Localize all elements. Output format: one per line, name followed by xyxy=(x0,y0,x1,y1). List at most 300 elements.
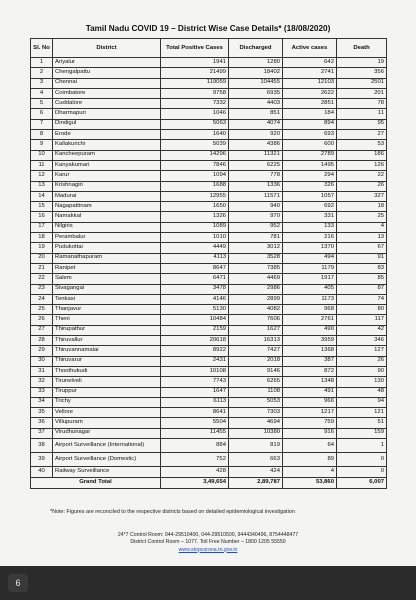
website-link[interactable]: www.stopcorona.tn.gov.in xyxy=(178,546,238,553)
positive-cell: 119059 xyxy=(161,78,229,88)
active-cell: 1917 xyxy=(283,274,337,284)
district-cell: Airport Surveillance (International) xyxy=(53,438,161,452)
table-row xyxy=(31,222,387,232)
table-row xyxy=(31,88,387,98)
discharged-cell: 3012 xyxy=(229,243,283,253)
death-cell: 327 xyxy=(337,191,387,201)
positive-cell: 1647 xyxy=(161,387,229,397)
active-cell: 331 xyxy=(283,212,337,222)
grand-total-positive: 3,49,654 xyxy=(161,477,229,488)
discharged-cell: 940 xyxy=(229,202,283,212)
discharged-cell: 1336 xyxy=(229,181,283,191)
discharged-cell: 663 xyxy=(229,453,283,467)
active-cell: 216 xyxy=(283,233,337,243)
district-cell: Airport Surveillance (Domestic) xyxy=(53,453,161,467)
active-cell: 968 xyxy=(283,305,337,315)
active-cell: 759 xyxy=(283,418,337,428)
active-cell: 1217 xyxy=(283,408,337,418)
discharged-cell: 6265 xyxy=(229,377,283,387)
death-cell: 83 xyxy=(337,263,387,273)
active-cell: 693 xyxy=(283,130,337,140)
district-cell: Perambalur xyxy=(53,233,161,243)
death-cell: 22 xyxy=(337,171,387,181)
district-cell: Vellore xyxy=(53,408,161,418)
sl-no-cell: 9 xyxy=(31,140,53,150)
death-cell: 42 xyxy=(337,325,387,335)
sl-no-cell: 29 xyxy=(31,346,53,356)
table-row xyxy=(31,253,387,263)
district-cell: Thanjavur xyxy=(53,305,161,315)
discharged-cell: 778 xyxy=(229,171,283,181)
district-cell: Coimbatore xyxy=(53,88,161,98)
header-active: Active cases xyxy=(283,39,337,58)
positive-cell: 5504 xyxy=(161,418,229,428)
sl-no-cell: 16 xyxy=(31,212,53,222)
death-cell: 53 xyxy=(337,140,387,150)
header-discharged: Discharged xyxy=(229,39,283,58)
table-row xyxy=(31,346,387,356)
discharged-cell: 2899 xyxy=(229,294,283,304)
sl-no-cell: 33 xyxy=(31,387,53,397)
table-row xyxy=(31,243,387,253)
positive-cell: 752 xyxy=(161,453,229,467)
positive-cell: 11455 xyxy=(161,428,229,438)
active-cell: 294 xyxy=(283,171,337,181)
death-cell: 95 xyxy=(337,119,387,129)
table-row xyxy=(31,438,387,452)
sl-no-cell: 19 xyxy=(31,243,53,253)
death-cell: 78 xyxy=(337,99,387,109)
table-row xyxy=(31,366,387,376)
positive-cell: 10484 xyxy=(161,315,229,325)
active-cell: 1495 xyxy=(283,160,337,170)
discharged-cell: 6225 xyxy=(229,160,283,170)
active-cell: 89 xyxy=(283,453,337,467)
table-row xyxy=(31,377,387,387)
table-row xyxy=(31,315,387,325)
positive-cell: 884 xyxy=(161,438,229,452)
district-case-table xyxy=(30,38,387,489)
death-cell: 1 xyxy=(337,438,387,452)
positive-cell: 7332 xyxy=(161,99,229,109)
document-title: Tamil Nadu COVID 19 – District Wise Case Details* (18/08/2020) xyxy=(85,24,331,33)
discharged-cell: 1108 xyxy=(229,387,283,397)
sl-no-cell: 22 xyxy=(31,274,53,284)
table-row xyxy=(31,130,387,140)
district-cell: Thiruvarur xyxy=(53,356,161,366)
positive-cell: 1046 xyxy=(161,109,229,119)
district-cell: Chengalpattu xyxy=(53,68,161,78)
positive-cell: 1650 xyxy=(161,202,229,212)
death-cell: 87 xyxy=(337,284,387,294)
death-cell: 85 xyxy=(337,274,387,284)
death-cell: 0 xyxy=(337,453,387,467)
discharged-cell: 11321 xyxy=(229,150,283,160)
positive-cell: 8647 xyxy=(161,263,229,273)
death-cell: 121 xyxy=(337,408,387,418)
discharged-cell: 4074 xyxy=(229,119,283,129)
discharged-cell: 4386 xyxy=(229,140,283,150)
table-row xyxy=(31,408,387,418)
active-cell: 642 xyxy=(283,58,337,68)
death-cell: 67 xyxy=(337,243,387,253)
district-cell: Sivagangai xyxy=(53,284,161,294)
active-cell: 1348 xyxy=(283,377,337,387)
active-cell: 1057 xyxy=(283,191,337,201)
district-cell: Thoothukudi xyxy=(53,366,161,376)
positive-cell: 4113 xyxy=(161,253,229,263)
table-row xyxy=(31,356,387,366)
table-row xyxy=(31,109,387,119)
discharged-cell: 16313 xyxy=(229,336,283,346)
sl-no-cell: 4 xyxy=(31,88,53,98)
sl-no-cell: 13 xyxy=(31,181,53,191)
table-row xyxy=(31,58,387,68)
district-cell: Ranipet xyxy=(53,263,161,273)
death-cell: 74 xyxy=(337,294,387,304)
active-cell: 2741 xyxy=(283,68,337,78)
district-cell: Chennai xyxy=(53,78,161,88)
death-cell: 13 xyxy=(337,233,387,243)
page-number-badge[interactable]: 6 xyxy=(8,574,28,592)
table-row xyxy=(31,418,387,428)
active-cell: 2761 xyxy=(283,315,337,325)
discharged-cell: 18402 xyxy=(229,68,283,78)
district-cell: Erode xyxy=(53,130,161,140)
header-district: District xyxy=(53,39,161,58)
positive-cell: 3478 xyxy=(161,284,229,294)
sl-no-cell: 24 xyxy=(31,294,53,304)
active-cell: 64 xyxy=(283,438,337,452)
positive-cell: 5039 xyxy=(161,140,229,150)
sl-no-cell: 35 xyxy=(31,408,53,418)
sl-no-cell: 2 xyxy=(31,68,53,78)
sl-no-cell: 32 xyxy=(31,377,53,387)
death-cell: 91 xyxy=(337,253,387,263)
sl-no-cell: 15 xyxy=(31,202,53,212)
positive-cell: 10108 xyxy=(161,366,229,376)
discharged-cell: 952 xyxy=(229,222,283,232)
grand-total-discharged: 2,89,787 xyxy=(229,477,283,488)
active-cell: 966 xyxy=(283,397,337,407)
sl-no-cell: 12 xyxy=(31,171,53,181)
sl-no-cell: 31 xyxy=(31,366,53,376)
table-header-row xyxy=(31,39,387,58)
positive-cell: 428 xyxy=(161,467,229,477)
district-cell: Trichy xyxy=(53,397,161,407)
positive-cell: 8641 xyxy=(161,408,229,418)
discharged-cell: 819 xyxy=(229,438,283,452)
discharged-cell: 7385 xyxy=(229,263,283,273)
table-row xyxy=(31,263,387,273)
district-cell: Nilgiris xyxy=(53,222,161,232)
active-cell: 2851 xyxy=(283,99,337,109)
district-cell: Namakkal xyxy=(53,212,161,222)
death-cell: 51 xyxy=(337,418,387,428)
death-cell: 126 xyxy=(337,160,387,170)
positive-cell: 14296 xyxy=(161,150,229,160)
active-cell: 4 xyxy=(283,467,337,477)
death-cell: 80 xyxy=(337,305,387,315)
table-row xyxy=(31,428,387,438)
district-cell: Salem xyxy=(53,274,161,284)
sl-no-cell: 28 xyxy=(31,336,53,346)
active-cell: 326 xyxy=(283,181,337,191)
sl-no-cell: 39 xyxy=(31,453,53,467)
discharged-cell: 1627 xyxy=(229,325,283,335)
sl-no-cell: 3 xyxy=(31,78,53,88)
district-cell: Nagapattinam xyxy=(53,202,161,212)
sl-no-cell: 11 xyxy=(31,160,53,170)
active-cell: 3959 xyxy=(283,336,337,346)
district-cell: Villupuram xyxy=(53,418,161,428)
death-cell: 346 xyxy=(337,336,387,346)
table-row xyxy=(31,160,387,170)
active-cell: 916 xyxy=(283,428,337,438)
death-cell: 11 xyxy=(337,109,387,119)
district-cell: Kanyakumari xyxy=(53,160,161,170)
sl-no-cell: 21 xyxy=(31,263,53,273)
discharged-cell: 920 xyxy=(229,130,283,140)
table-row xyxy=(31,202,387,212)
active-cell: 692 xyxy=(283,202,337,212)
discharged-cell: 10380 xyxy=(229,428,283,438)
discharged-cell: 6935 xyxy=(229,88,283,98)
active-cell: 600 xyxy=(283,140,337,150)
district-cell: Madurai xyxy=(53,191,161,201)
table-row xyxy=(31,140,387,150)
district-cell: Ramanathapuram xyxy=(53,253,161,263)
table-row xyxy=(31,453,387,467)
positive-cell: 5130 xyxy=(161,305,229,315)
sl-no-cell: 23 xyxy=(31,284,53,294)
sl-no-cell: 7 xyxy=(31,119,53,129)
sl-no-cell: 10 xyxy=(31,150,53,160)
district-control-line: District Control Room – 1077. Toll Free Number – 1800 1205 55550 xyxy=(130,539,286,546)
discharged-cell: 5053 xyxy=(229,397,283,407)
table-row xyxy=(31,305,387,315)
active-cell: 2622 xyxy=(283,88,337,98)
discharged-cell: 4403 xyxy=(229,99,283,109)
positive-cell: 6113 xyxy=(161,397,229,407)
death-cell: 27 xyxy=(337,130,387,140)
table-row xyxy=(31,78,387,88)
district-cell: Tirunelveli xyxy=(53,377,161,387)
table-row xyxy=(31,212,387,222)
table-row xyxy=(31,150,387,160)
discharged-cell: 970 xyxy=(229,212,283,222)
district-cell: Cuddalore xyxy=(53,99,161,109)
active-cell: 405 xyxy=(283,284,337,294)
death-cell: 130 xyxy=(337,377,387,387)
district-cell: Kallakurichi xyxy=(53,140,161,150)
district-cell: Theni xyxy=(53,315,161,325)
positive-cell: 4146 xyxy=(161,294,229,304)
header-death: Death xyxy=(337,39,387,58)
discharged-cell: 4694 xyxy=(229,418,283,428)
active-cell: 133 xyxy=(283,222,337,232)
header-positive: Total Positive Cases xyxy=(161,39,229,58)
positive-cell: 1688 xyxy=(161,181,229,191)
death-cell: 19 xyxy=(337,58,387,68)
active-cell: 1179 xyxy=(283,263,337,273)
death-cell: 201 xyxy=(337,88,387,98)
district-cell: Thiruvallur xyxy=(53,336,161,346)
death-cell: 25 xyxy=(337,212,387,222)
district-cell: Kancheepuram xyxy=(53,150,161,160)
death-cell: 2501 xyxy=(337,78,387,88)
district-cell: Pudukottai xyxy=(53,243,161,253)
discharged-cell: 2986 xyxy=(229,284,283,294)
header-sl-no: Sl. No xyxy=(31,39,53,58)
active-cell: 894 xyxy=(283,119,337,129)
discharged-cell: 7427 xyxy=(229,346,283,356)
positive-cell: 6471 xyxy=(161,274,229,284)
sl-no-cell: 26 xyxy=(31,315,53,325)
positive-cell: 9758 xyxy=(161,88,229,98)
table-row xyxy=(31,387,387,397)
active-cell: 1368 xyxy=(283,346,337,356)
positive-cell: 4449 xyxy=(161,243,229,253)
death-cell: 90 xyxy=(337,366,387,376)
table-row xyxy=(31,68,387,78)
district-cell: Dindigul xyxy=(53,119,161,129)
sl-no-cell: 8 xyxy=(31,130,53,140)
sl-no-cell: 34 xyxy=(31,397,53,407)
death-cell: 186 xyxy=(337,150,387,160)
positive-cell: 1326 xyxy=(161,212,229,222)
active-cell: 184 xyxy=(283,109,337,119)
positive-cell: 7743 xyxy=(161,377,229,387)
death-cell: 26 xyxy=(337,356,387,366)
death-cell: 26 xyxy=(337,181,387,191)
positive-cell: 8922 xyxy=(161,346,229,356)
active-cell: 491 xyxy=(283,387,337,397)
table-row xyxy=(31,294,387,304)
active-cell: 12103 xyxy=(283,78,337,88)
discharged-cell: 851 xyxy=(229,109,283,119)
death-cell: 18 xyxy=(337,202,387,212)
sl-no-cell: 5 xyxy=(31,99,53,109)
death-cell: 356 xyxy=(337,68,387,78)
table-row xyxy=(31,181,387,191)
control-room-line: 24*7 Control Room: 044-29510400, 044-29510500, 9444340496, 8754448477 xyxy=(117,532,299,538)
positive-cell: 2159 xyxy=(161,325,229,335)
death-cell: 48 xyxy=(337,387,387,397)
positive-cell: 5063 xyxy=(161,119,229,129)
discharged-cell: 2018 xyxy=(229,356,283,366)
grand-total-active: 53,860 xyxy=(283,477,337,488)
death-cell: 0 xyxy=(337,467,387,477)
grand-total-row xyxy=(31,477,387,488)
death-cell: 159 xyxy=(337,428,387,438)
positive-cell: 1089 xyxy=(161,222,229,232)
sl-no-cell: 17 xyxy=(31,222,53,232)
district-cell: Railway Surveillance xyxy=(53,467,161,477)
positive-cell: 2431 xyxy=(161,356,229,366)
table-row xyxy=(31,233,387,243)
sl-no-cell: 18 xyxy=(31,233,53,243)
sl-no-cell: 1 xyxy=(31,58,53,68)
positive-cell: 12955 xyxy=(161,191,229,201)
sl-no-cell: 27 xyxy=(31,325,53,335)
discharged-cell: 424 xyxy=(229,467,283,477)
district-cell: Karur xyxy=(53,171,161,181)
positive-cell: 1640 xyxy=(161,130,229,140)
discharged-cell: 7303 xyxy=(229,408,283,418)
sl-no-cell: 20 xyxy=(31,253,53,263)
sl-no-cell: 36 xyxy=(31,418,53,428)
discharged-cell: 7606 xyxy=(229,315,283,325)
table-row xyxy=(31,191,387,201)
sl-no-cell: 30 xyxy=(31,356,53,366)
positive-cell: 1094 xyxy=(161,171,229,181)
sl-no-cell: 40 xyxy=(31,467,53,477)
table-row xyxy=(31,171,387,181)
table-row xyxy=(31,284,387,294)
sl-no-cell: 25 xyxy=(31,305,53,315)
positive-cell: 1010 xyxy=(161,233,229,243)
sl-no-cell: 38 xyxy=(31,438,53,452)
district-cell: Tiruppur xyxy=(53,387,161,397)
district-cell: Ariyalur xyxy=(53,58,161,68)
sl-no-cell: 6 xyxy=(31,109,53,119)
sl-no-cell: 14 xyxy=(31,191,53,201)
district-cell: Thirupathur xyxy=(53,325,161,335)
discharged-cell: 3528 xyxy=(229,253,283,263)
district-cell: Krishnagiri xyxy=(53,181,161,191)
death-cell: 117 xyxy=(337,315,387,325)
active-cell: 494 xyxy=(283,253,337,263)
table-row xyxy=(31,467,387,477)
death-cell: 4 xyxy=(337,222,387,232)
positive-cell: 7846 xyxy=(161,160,229,170)
active-cell: 490 xyxy=(283,325,337,335)
grand-total-death: 6,007 xyxy=(337,477,387,488)
active-cell: 387 xyxy=(283,356,337,366)
active-cell: 1370 xyxy=(283,243,337,253)
sl-no-cell: 37 xyxy=(31,428,53,438)
table-row xyxy=(31,336,387,346)
positive-cell: 21499 xyxy=(161,68,229,78)
death-cell: 127 xyxy=(337,346,387,356)
table-row xyxy=(31,325,387,335)
discharged-cell: 1280 xyxy=(229,58,283,68)
discharged-cell: 4469 xyxy=(229,274,283,284)
discharged-cell: 104455 xyxy=(229,78,283,88)
discharged-cell: 4082 xyxy=(229,305,283,315)
table-row xyxy=(31,99,387,109)
discharged-cell: 781 xyxy=(229,233,283,243)
footnote: *Note: Figures are reconciled to the respective districts based on detailed epidemiological investigation xyxy=(50,509,295,515)
table-row xyxy=(31,119,387,129)
table-row xyxy=(31,274,387,284)
district-cell: Thiruvannamalai xyxy=(53,346,161,356)
active-cell: 872 xyxy=(283,366,337,376)
death-cell: 94 xyxy=(337,397,387,407)
positive-cell: 20618 xyxy=(161,336,229,346)
discharged-cell: 11571 xyxy=(229,191,283,201)
district-cell: Virudhunagar xyxy=(53,428,161,438)
active-cell: 2789 xyxy=(283,150,337,160)
grand-total-label: Grand Total xyxy=(31,477,161,488)
contact-block xyxy=(0,532,416,554)
district-cell: Tenkasi xyxy=(53,294,161,304)
discharged-cell: 9146 xyxy=(229,366,283,376)
positive-cell: 1941 xyxy=(161,58,229,68)
active-cell: 1173 xyxy=(283,294,337,304)
district-cell: Dharmapuri xyxy=(53,109,161,119)
